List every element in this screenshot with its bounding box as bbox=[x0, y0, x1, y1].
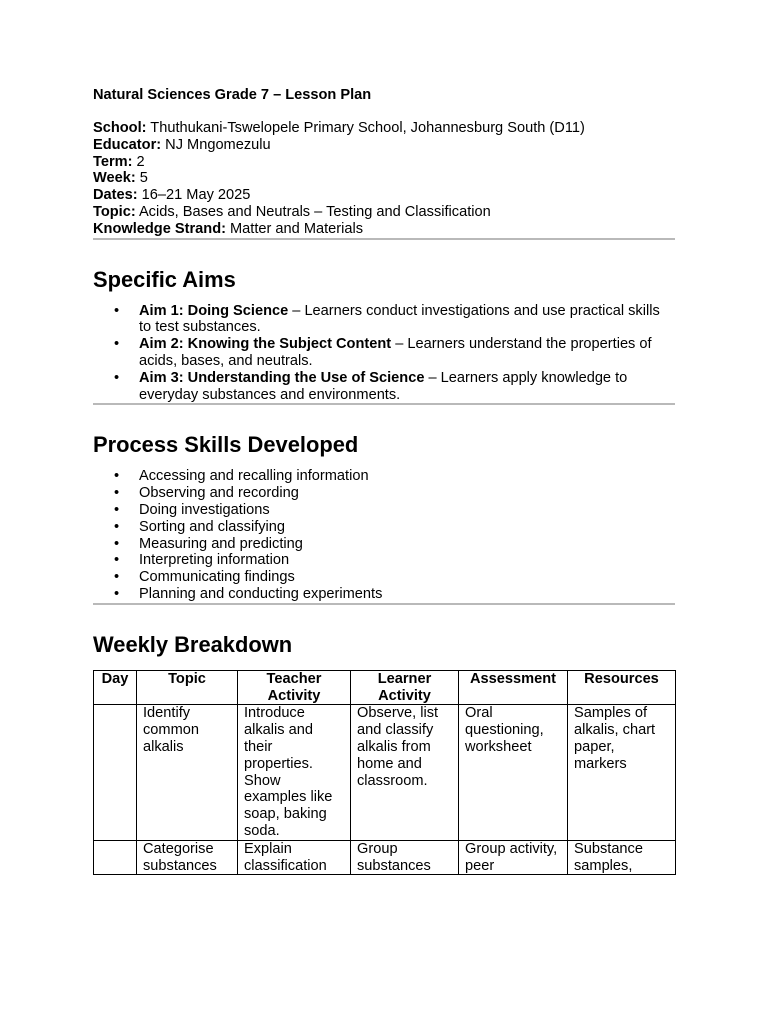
list-item bbox=[93, 336, 669, 370]
detail-label: Term: bbox=[93, 153, 133, 170]
list-item: • Measuring and predicting bbox=[93, 536, 675, 553]
column-header: Resources bbox=[568, 670, 676, 705]
detail-label: Week: bbox=[93, 170, 136, 187]
table-cell-assessment: Oral questioning, worksheet bbox=[459, 705, 568, 840]
detail-label: Knowledge Strand: bbox=[93, 220, 226, 237]
detail-educator bbox=[93, 137, 675, 154]
aim-description: – Learners conduct investigations and use practical skills to test substances. bbox=[139, 302, 660, 336]
list-item bbox=[93, 370, 669, 404]
aims-list bbox=[93, 303, 675, 404]
list-item: • Observing and recording bbox=[93, 485, 675, 502]
weekly-heading: Weekly Breakdown bbox=[93, 631, 293, 657]
list-item: • Accessing and recalling information bbox=[93, 468, 675, 485]
detail-week bbox=[93, 170, 675, 187]
table-cell-learner-activity: Observe, list and classify alkalis from home and classroom. bbox=[351, 705, 459, 840]
lesson-details bbox=[93, 120, 675, 238]
aim-name: Aim 1: Doing Science bbox=[139, 302, 289, 319]
table-cell-teacher-activity: Introduce alkalis and their properties. Show examples like soap, baking soda. bbox=[238, 705, 351, 840]
detail-value: Acids, Bases and Neutrals – Testing and Classification bbox=[135, 203, 491, 220]
section-divider bbox=[93, 403, 675, 405]
list-item: • Interpreting information bbox=[93, 552, 675, 569]
table-cell-topic: Categorise substances bbox=[137, 840, 238, 875]
detail-value: 16–21 May 2025 bbox=[137, 187, 251, 204]
table-row bbox=[94, 840, 676, 875]
table-cell-resources: Samples of alkalis, chart paper, markers bbox=[568, 705, 676, 840]
detail-label: School: bbox=[93, 120, 147, 136]
table-cell-teacher-activity: Explain classification bbox=[238, 840, 351, 875]
document-title: Natural Sciences Grade 7 – Lesson Plan bbox=[93, 87, 372, 103]
column-header: Learner Activity bbox=[351, 670, 459, 705]
section-divider bbox=[93, 238, 675, 240]
detail-value: Matter and Materials bbox=[225, 220, 364, 237]
table-cell-resources: Substance samples, bbox=[568, 840, 676, 875]
detail-dates bbox=[93, 187, 675, 204]
detail-value: 2 bbox=[132, 153, 145, 170]
aim-description: – Learners apply knowledge to everyday substances and environments. bbox=[139, 369, 628, 403]
aim-description: – Learners understand the properties of acids, bases, and neutrals. bbox=[139, 336, 652, 369]
column-header: Assessment bbox=[459, 670, 568, 705]
weekly-table bbox=[93, 670, 676, 876]
column-header: Topic bbox=[137, 670, 238, 705]
column-header: Day bbox=[94, 670, 137, 705]
detail-topic bbox=[93, 204, 675, 221]
skills-heading: Process Skills Developed bbox=[93, 432, 359, 458]
detail-school bbox=[93, 120, 675, 137]
aim-name: Aim 3: Understanding the Use of Science bbox=[139, 369, 425, 386]
list-item: • Doing investigations bbox=[93, 502, 675, 519]
list-item: • Communicating findings bbox=[93, 569, 675, 586]
detail-term bbox=[93, 154, 675, 171]
table-cell-day bbox=[94, 840, 137, 875]
detail-value: 5 bbox=[135, 170, 148, 187]
list-item: • Sorting and classifying bbox=[93, 519, 675, 536]
table-cell-learner-activity: Group substances bbox=[351, 840, 459, 875]
section-divider bbox=[93, 603, 675, 605]
skills-list bbox=[93, 468, 675, 602]
list-item bbox=[93, 303, 669, 337]
table-row bbox=[94, 705, 676, 840]
list-item: • Planning and conducting experiments bbox=[93, 586, 675, 603]
document-content bbox=[93, 86, 675, 875]
detail-strand bbox=[93, 221, 675, 238]
table-cell-day bbox=[94, 705, 137, 840]
column-header: Teacher Activity bbox=[238, 670, 351, 705]
aim-name: Aim 2: Knowing the Subject Content bbox=[139, 336, 392, 353]
detail-label: Educator: bbox=[93, 136, 162, 153]
table-cell-assessment: Group activity, peer bbox=[459, 840, 568, 875]
detail-value: Thuthukani-Tswelopele Primary School, Johannesburg South (D11) bbox=[146, 120, 585, 136]
detail-label: Topic: bbox=[93, 203, 136, 220]
detail-value: NJ Mngomezulu bbox=[161, 136, 271, 153]
table-cell-topic: Identify common alkalis bbox=[137, 705, 238, 840]
page-cutoff bbox=[0, 928, 768, 1024]
aims-heading: Specific Aims bbox=[93, 266, 236, 292]
detail-label: Dates: bbox=[93, 187, 138, 204]
table-header-row bbox=[94, 670, 676, 705]
